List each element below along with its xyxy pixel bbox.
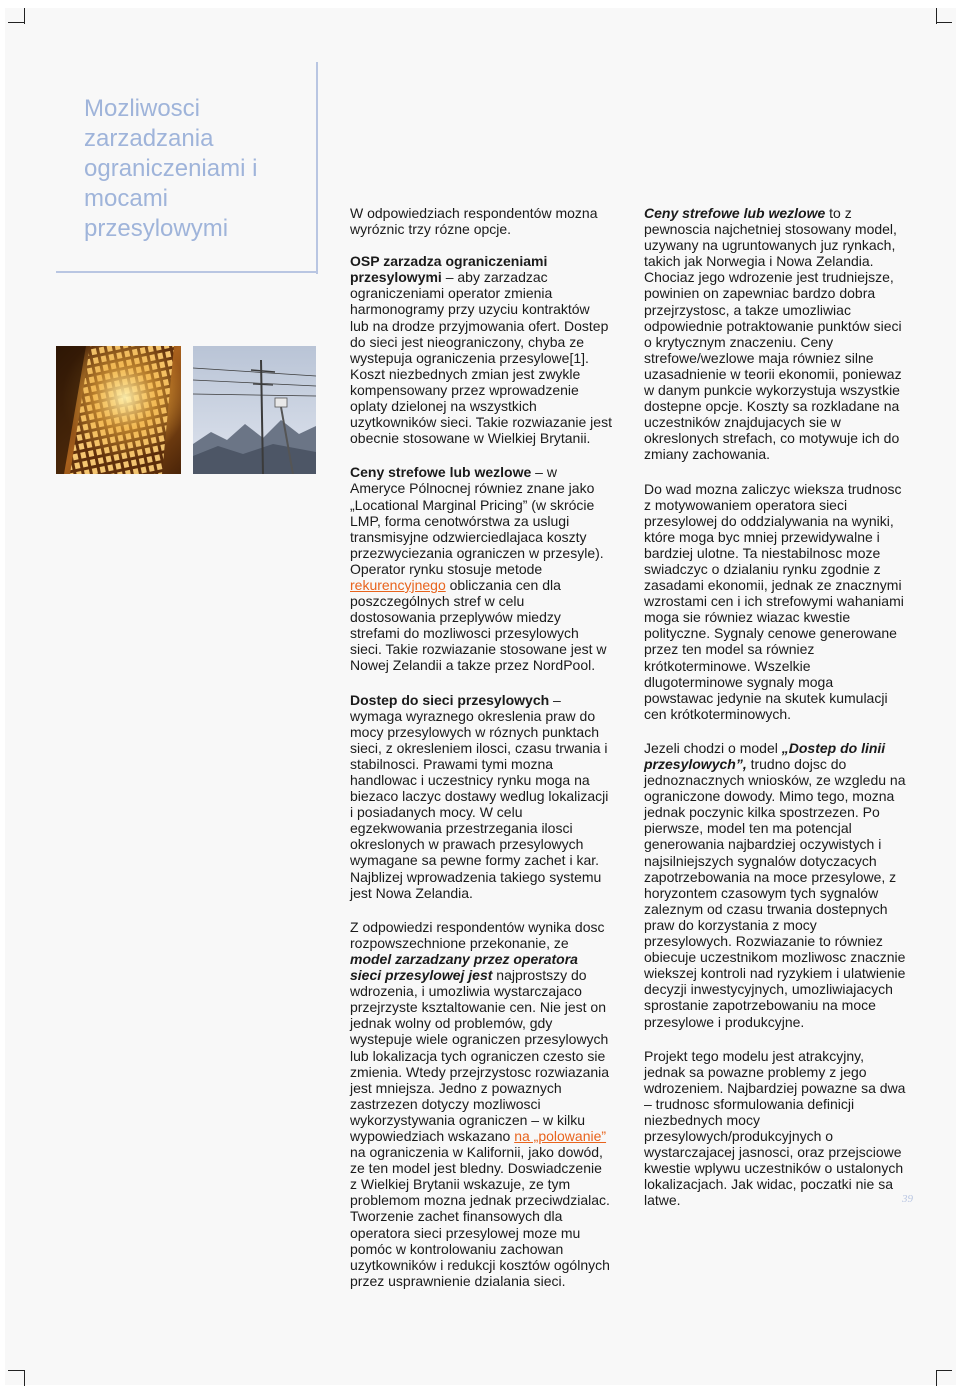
body-paragraph [644, 205, 906, 463]
building-facade-image [56, 346, 181, 474]
text-run: – w Ameryce Pólnocnej równiez znane jako „Locational Marginal Pricing” (w skrócie LMP, forma cenotwórstwa za uslugi transmisyjne odzwierciedlajaca koszty przezwyciezania ograniczen w przesyle). Operator rynku stosuje metode [350, 464, 604, 577]
body-paragraph [644, 740, 906, 1030]
text-run: obliczania cen dla poszczególnych stref w celu dostosowania przeplywów miedzy strefami do mozliwosci przesylowych sieci. Takie rozwiazanie stosowane jest w Nowej Zelandii a takze przez NordPool. [350, 576, 607, 674]
sidebar-rule-horizontal [56, 271, 318, 273]
body-paragraph [350, 692, 612, 901]
sidebar-rule-vertical [316, 62, 318, 274]
power-line-photo [193, 346, 316, 474]
power-line-image [193, 346, 316, 474]
body-paragraph [350, 205, 612, 237]
text-run: W odpowiedziach respondentów mozna wyróznic trzy rózne opcje. [350, 205, 598, 238]
text-run: OSP zarzadza ograniczeniami przesylowymi [350, 253, 548, 286]
text-run: Z odpowiedzi respondentów wynika dosc rozpowszechnione przekonanie, ze [350, 918, 605, 951]
text-run: model zarzadzany przez operatora sieci przesylowej jest [350, 950, 578, 984]
text-run: Ceny strefowe lub wezlowe [644, 205, 826, 221]
text-run: Jezeli chodzi o model [644, 739, 782, 756]
crop-mark-bottom-left [8, 1370, 24, 1371]
text-column-right [644, 205, 906, 1209]
text-run: na ograniczenia w Kalifornii, jako dowód, ze ten model jest bledny. Doswiadczenie z Wielkiej Brytanii wskazuje, ze tym problemom mozna jednak przeciwdzialac. Tworzenie zachet finansowych dla operatora sieci przesylowej moze mu pomóc w kontrolowaniu zachowan uzytkowników i redukcji kosztów ogólnych przez usprawnienie dzialania sieci. [350, 1144, 610, 1289]
crop-mark-bottom-left [24, 1370, 25, 1386]
text-run: Ceny strefowe lub wezlowe [350, 464, 532, 481]
body-paragraph [644, 1048, 906, 1209]
inline-link[interactable]: na „polowanie” [514, 1127, 607, 1144]
crop-mark-top-right [936, 8, 937, 24]
crop-mark-top-right [936, 22, 952, 23]
text-run: trudno dojsc do jednoznacznych wniosków, ze wzgledu na ograniczone dowody. Mimo tego, mozna jednak poczynic kilka spostrzezen. Po pierwsze, model ten ma potencjal generowania najbardziej oczywistych i najsilniejszych sygnalów dotyczacych zapotrzebowania na moce przesylowe, z horyzontem czasowym tych sygnalów zaleznym od czasu trwania dostepnych praw do korzystania z mocy przesylowych. Rozwiazanie to równiez obiecuje uczestnikom mozliwosc znacznie wiekszej kontroli nad ryzykiem i ulatwienie decyzji inwestycyjnych, umozliwiajacych sprostanie zapotrzebowaniu na moce przesylowe i produkcyjne. [644, 756, 906, 1030]
inline-link[interactable]: rekurencyjnego [350, 576, 446, 593]
text-run: – aby zarzadzac ograniczeniami operator zmienia harmonogramy przy uzyciu kontraktów lub na drodze przyjmowania ofert. Dostep do sieci jest nieograniczony, chyba ze wystepuja ograniczenia przesylowe[1]. Koszt niezbednych zmian jest zwykle kompensowany przez wprowadzenie oplaty dzielonej na wszystkich uzytkowników sieci. Takie rozwiazanie jest obecnie stosowane w Wielkiej Brytanii. [350, 269, 612, 447]
text-run: – wymaga wyraznego okreslenia praw do mocy przesylowych w róznych punktach sieci, z okresleniem ilosci, czasu trwania i stabilnosci. Prawami tymi mozna handlowac i uczestnicy rynku moga na biezaco laczyc dostawy wedlug lokalizacji i posiadanych mocy. W celu egzekwowania przestrzegania ilosci okreslonych w prawach przesylowych wymagane sa pewne formy zachet i kar. Najblizej wprowadzenia takiego systemu jest Nowa Zelandia. [350, 691, 609, 901]
sidebar-title: Mozliwosci zarzadzania ograniczeniami i mocami przesylowymi [84, 95, 258, 242]
crop-mark-bottom-right [936, 1370, 952, 1371]
crop-mark-bottom-right [936, 1370, 937, 1386]
text-run: to z pewnoscia najchetniej stosowany model, uzywany na ugruntowanych juz rynkach, takich jak Norwegia i Nowa Zelandia. Chociaz jego wdrozenie jest trudniejsze, powinien on zapewniac bardzo dobra przejrzystosc, a takze umozliwiac odpowiednie potraktowanie punktów sieci o krytycznym znaczeniu. Ceny strefowe/wezlowe maja równiez silne uzasadnienie w teorii ekonomii, poniewaz w danym punkcie wykorzystuja wszystkie dostepne opcje. Koszty sa rozkladane na uczestników znajdujacych sie w okreslonych strefach, co motywuje ich do zmiany zachowania. [644, 205, 902, 463]
body-paragraph [350, 253, 612, 446]
body-paragraph [644, 481, 906, 722]
text-run: „Dostep do linii przesylowych”, [644, 739, 886, 772]
text-run: Do wad mozna zaliczyc wieksza trudnosc z motywowaniem operatora sieci przesylowej do oddzialywania na wyniki, które moga byc mniej przewidywalne i bardziej ulotne. Ta niestabilnosc moze swiadczyc o dzialaniu rynku zgodnie z zasadami ekonomii, jednak ze znacznymi wzrostami cen i ich strefowymi wahaniami moga sie równiez wiazac kwestie polityczne. Sygnaly cenowe generowane przez ten model sa równiez krótkoterminowe. Wszelkie dlugoterminowe sygnaly moga powstawac jedynie na skutek kumulacji cen krótkoterminowych. [644, 480, 904, 722]
text-run: Projekt tego modelu jest atrakcyjny, jednak sa powazne problemy z jego wdrozeniem. Najbardziej powazne sa dwa – trudnosc sformulowania definicji niezbednych mocy przesylowych/produkcyjnych o wystarczajacej jasnosci, oraz przejsciowe kwestie wplywu uczestników o ustalonych lokalizacjach. Jak widac, poczatki nie sa latwe. [644, 1047, 906, 1209]
body-paragraph [350, 464, 612, 673]
body-paragraph [350, 919, 612, 1289]
crop-mark-top-left [8, 22, 24, 23]
text-run: Dostep do sieci przesylowych [350, 691, 550, 708]
crop-mark-top-left [24, 8, 25, 24]
text-column-middle [350, 205, 612, 1289]
text-run: najprostszy do wdrozenia, i umozliwia wystarczajaco przejrzyste ksztaltowanie cen. Nie jest on jednak wolny od problemów, gdy wystepuje wiele ograniczen przesylowych lub lokalizacja tych ograniczen czesto sie zmienia. Wtedy przejrzystosc rozwiazania jest mniejsza. Jedno z powaznych zastrzezen dotyczy mozliwosci wykorzystywania ograniczen – w kilku wypowiedziach wskazano [350, 967, 610, 1144]
building-photo [56, 346, 181, 474]
page-number: 39 [902, 1193, 913, 1205]
